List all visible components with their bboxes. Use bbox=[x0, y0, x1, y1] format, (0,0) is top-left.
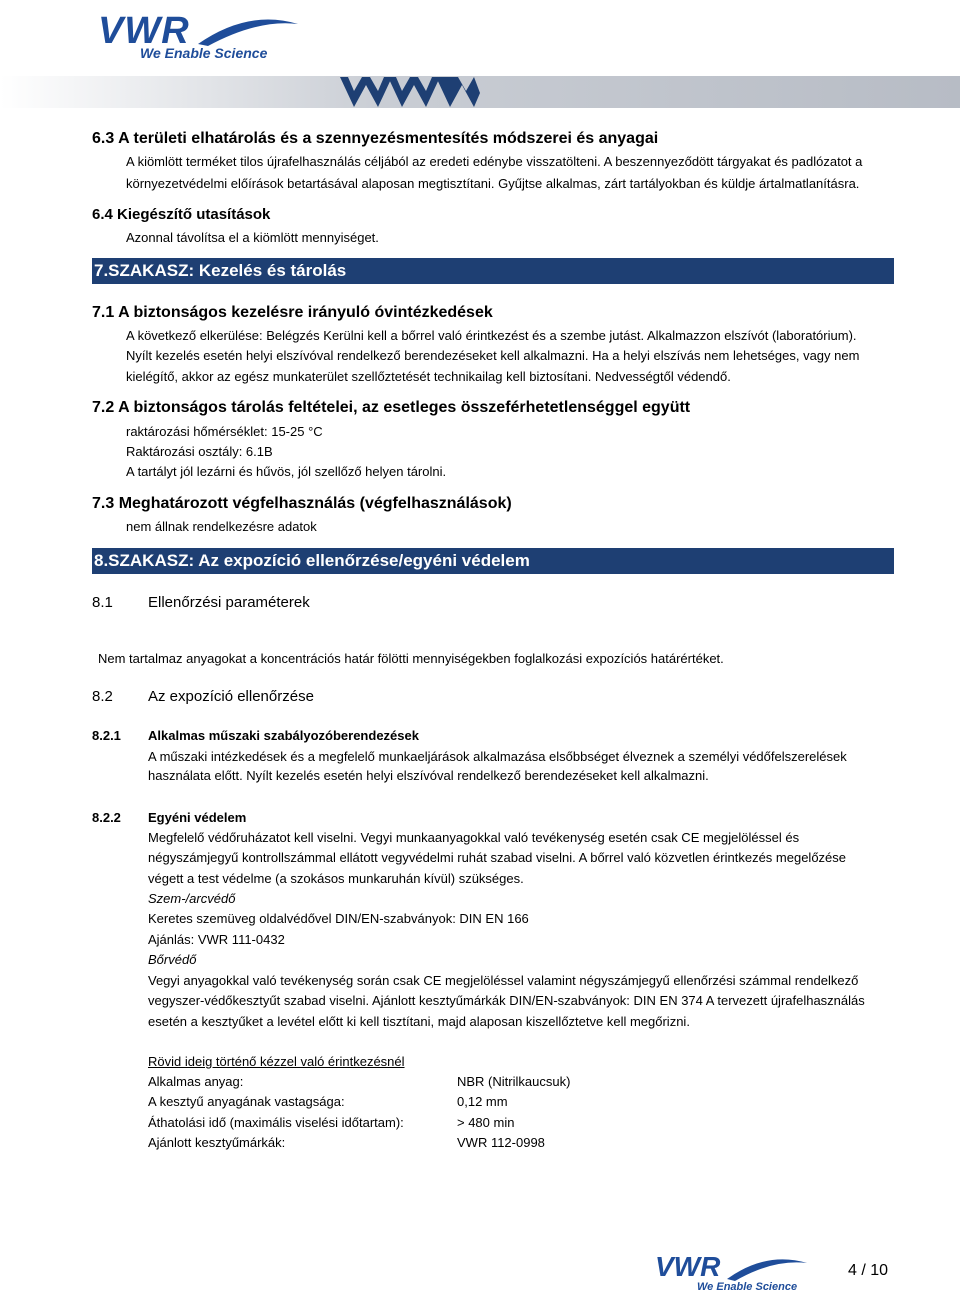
section-8-2-1-title: Alkalmas műszaki szabályozóberendezések bbox=[148, 728, 419, 743]
section-8-2-1-line1: A műszaki intézkedések és a megfelelő munkaeljárások alkalmazása elsőbbséget élveznek a személyi védőfelszerelések bbox=[148, 749, 847, 764]
section-6-3-line2: környezetvédelmi előírások betartásával alaposan megtisztítani. Gyűjtse alkalmas, zárt tartályokban és küldje ártalmatlanításra. bbox=[126, 176, 860, 191]
section-7-1-line3: kielégítő, akkor az egész munkaterület szellőztetését technikailag kell biztosítani. Nedvességtől védendő. bbox=[126, 369, 731, 384]
header-band bbox=[0, 76, 960, 108]
logo-text: VWR bbox=[98, 10, 190, 52]
section-8-2-title: Az expozíció ellenőrzése bbox=[148, 688, 314, 705]
footer-logo-tagline: We Enable Science bbox=[697, 1281, 798, 1293]
section-7-1-line2: Nyílt kezelés esetén helyi elszívóval rendelkező berendezéseket kell alkalmazni. Ha a helyi elszívás nem lehetséges, vagy nem bbox=[126, 348, 860, 363]
section-7-bar: 7.SZAKASZ: Kezelés és tárolás bbox=[92, 258, 894, 284]
skin-protection-label: Bőrvédő bbox=[148, 952, 197, 967]
skin-protection-line1: Vegyi anyagokkal való tevékenység során csak CE megjelöléssel valamint négyszámjegyű ellenőrzési számmal rendelkező bbox=[148, 973, 859, 988]
section-8-2-1-number: 8.2.1 bbox=[92, 728, 121, 743]
section-8-2-2-number: 8.2.2 bbox=[92, 810, 121, 825]
section-8-2-2-title: Egyéni védelem bbox=[148, 810, 247, 825]
table-value: > 480 min bbox=[457, 1115, 515, 1130]
footer-logo bbox=[655, 1251, 815, 1297]
section-7-1-line1: A következő elkerülése: Belégzés Kerülni kell a bőrrel való érintkezést és a szembe jutást. Alkalmazzon elszívót (laboratórium). bbox=[126, 328, 857, 343]
section-8-bar: 8.SZAKASZ: Az expozíció ellenőrzése/egyéni védelem bbox=[92, 548, 894, 574]
logo-tagline: We Enable Science bbox=[140, 45, 268, 61]
section-7-3-text: nem állnak rendelkezésre adatok bbox=[126, 519, 317, 534]
table-value: NBR (Nitrilkaucsuk) bbox=[457, 1074, 571, 1089]
section-8-1-text: Nem tartalmaz anyagokat a koncentrációs határ fölötti mennyiségekben foglalkozási expozíciós határértéket. bbox=[98, 651, 724, 666]
section-6-3-title: 6.3 A területi elhatárolás és a szennyezésmentesítés módszerei és anyagai bbox=[92, 130, 659, 147]
section-6-4-title: 6.4 Kiegészítő utasítások bbox=[92, 206, 271, 223]
header-logo bbox=[98, 12, 313, 62]
section-8-2-1-line2: használata előtt. Nyílt kezelés esetén helyi elszívóval rendelkező berendezéseket kell alkalmazni. bbox=[148, 768, 709, 783]
section-8-2-2-line3: végett a test védelme (a szokásos munkaruhán kívül) szükséges. bbox=[148, 871, 524, 886]
eye-protection-line2: Ajánlás: VWR 111-0432 bbox=[148, 932, 285, 947]
skin-protection-line2: vegyszer-védőkesztyűt szabad viselni. Ajánlott kesztyűmárkák DIN/EN-szabványok: DIN EN 374 A tervezett újrafelhasználás bbox=[148, 993, 865, 1008]
header-wave-icon bbox=[340, 75, 480, 109]
section-7-1-title: 7.1 A biztonságos kezelésre irányuló óvintézkedések bbox=[92, 304, 493, 321]
table-label: A kesztyű anyagának vastagsága: bbox=[148, 1094, 345, 1109]
section-7-3-title: 7.3 Meghatározott végfelhasználás (végfelhasználások) bbox=[92, 495, 512, 512]
section-7-2-line1: raktározási hőmérséklet: 15-25 °C bbox=[126, 424, 323, 439]
section-8-1-number: 8.1 bbox=[92, 594, 113, 611]
section-6-4-text: Azonnal távolítsa el a kiömlött mennyiséget. bbox=[126, 230, 379, 245]
section-7-2-line3: A tartályt jól lezárni és hűvös, jól szellőző helyen tárolni. bbox=[126, 464, 447, 479]
footer-logo-text: VWR bbox=[655, 1251, 721, 1282]
table-label: Alkalmas anyag: bbox=[148, 1074, 244, 1089]
section-6-3-line1: A kiömlött terméket tilos újrafelhasználás céljából az eredeti edénybe visszatölteni. A beszennyeződött tárgyakat és padlózatot a bbox=[126, 154, 863, 169]
table-value: VWR 112-0998 bbox=[457, 1135, 545, 1150]
short-contact-title: Rövid ideig történő kézzel való érintkezésnél bbox=[148, 1054, 405, 1069]
section-8-2-number: 8.2 bbox=[92, 688, 113, 705]
page-number: 4 / 10 bbox=[848, 1262, 889, 1279]
table-value: 0,12 mm bbox=[457, 1094, 508, 1109]
table-label: Áthatolási idő (maximális viselési időtartam): bbox=[148, 1115, 404, 1130]
section-8-2-2-line1: Megfelelő védőruházatot kell viselni. Vegyi munkaanyagokkal való tevékenység esetén csak CE megjelöléssel és bbox=[148, 830, 800, 845]
section-7-2-line2: Raktározási osztály: 6.1B bbox=[126, 444, 273, 459]
table-label: Ajánlott kesztyűmárkák: bbox=[148, 1135, 286, 1150]
eye-protection-line1: Keretes szemüveg oldalvédővel DIN/EN-szabványok: DIN EN 166 bbox=[148, 911, 529, 926]
section-8-1-title: Ellenőrzési paraméterek bbox=[148, 594, 310, 611]
section-8-2-2-line2: négyszámjegyű kontrollszámmal ellátott vegyvédelmi ruhát szabad viselni. A bőrrel való közvetlen érintkezés megelőzése bbox=[148, 850, 847, 865]
eye-protection-label: Szem-/arcvédő bbox=[148, 891, 236, 906]
section-7-2-title: 7.2 A biztonságos tárolás feltételei, az esetleges összeférhetetlenséggel együtt bbox=[92, 399, 691, 416]
skin-protection-line3: esetén a kesztyűket a levétel előtt ki kell tisztítani, majd alaposan kiszellőztetve kell megőrizni. bbox=[148, 1014, 690, 1029]
